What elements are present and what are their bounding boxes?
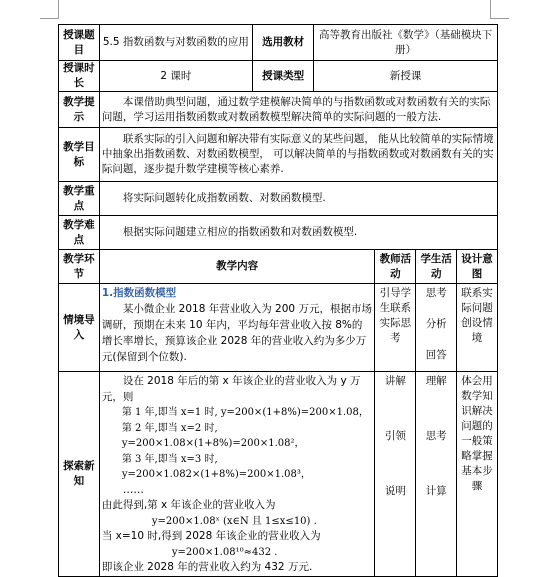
explore-teacher-2: 引领 — [384, 430, 406, 442]
intro-content — [99, 284, 375, 372]
intro-stage: 情境导入 — [59, 284, 100, 372]
label-key: 教学重点 — [59, 182, 100, 216]
row-difficulty — [59, 216, 498, 250]
tips-text: 本课借助典型问题，通过数学建模解决简单的与指数函数或对数函数有关的实际问题，学习运用指数函数或对数函数模型解决简单的实际问题的一般方法. — [99, 92, 497, 128]
explore-line-8: 当 x=10 时,得到 2028 年该企业的营业收入为 — [101, 530, 321, 542]
type-value: 新授课 — [314, 61, 498, 92]
label-hours: 授课时长 — [59, 61, 100, 92]
label-goals: 教学目标 — [59, 128, 100, 182]
label-topic: 授课题目 — [59, 25, 100, 61]
row-key — [59, 182, 498, 216]
key-text: 将实际问题转化成指数函数、对数函数模型. — [99, 182, 497, 216]
label-difficulty: 教学难点 — [59, 216, 100, 250]
crop-mark-top-right — [490, 0, 509, 19]
header-stage: 教学环节 — [59, 250, 100, 284]
header-intent: 设计意图 — [457, 250, 498, 284]
difficulty-text: 根据实际问题建立相应的指数函数和对数函数模型. — [99, 216, 497, 250]
intro-student-1: 思考 — [425, 287, 447, 299]
row-explore — [59, 372, 498, 577]
explore-line-6: 由此得到,第 x 年该企业的营业收入为 — [101, 499, 276, 511]
explore-student-1: 理解 — [425, 375, 447, 387]
explore-line-1: 设在 2018 年后的第 x 年该企业的营业收入为 y 万元，则 — [101, 375, 361, 403]
explore-line-3: 第 2 年,即当 x=2 时, y=200×1.08×(1+8%)=200×1.08²， — [121, 422, 305, 449]
lesson-plan-table — [58, 24, 498, 577]
intro-intent: 联系实际问题创设情境 — [457, 284, 498, 372]
header-teacher: 教师活动 — [375, 250, 416, 284]
goals-text: 联系实际的引入问题和解决带有实际意义的某些问题， 能从比较简单的实际情境中抽象出指数函数、对数函数模型， 可以解决简单的与指数函数或对数函数有关的实际问题，逐步提升数学建模等核心素养. — [99, 128, 497, 182]
explore-student — [416, 372, 457, 577]
header-student: 学生活动 — [416, 250, 457, 284]
explore-line-5: …… — [122, 483, 144, 496]
explore-line-4: 第 3 年,即当 x=3 时, y=200×1.082×(1+8%)=200×1.08³， — [121, 453, 311, 480]
explore-line-2: 第 1 年,即当 x=1 时, y=200×(1+8%)=200×1.08， — [121, 407, 369, 418]
explore-student-2: 思考 — [425, 430, 447, 442]
explore-content — [99, 372, 375, 577]
row-intro — [59, 284, 498, 372]
explore-line-7: y=200×1.08ˣ (x∈N 且 1≤x≤10) . — [151, 515, 317, 527]
hours-value: 2 课时 — [99, 61, 252, 92]
crop-mark-top-left — [40, 0, 59, 19]
intro-student-3: 回答 — [425, 349, 447, 361]
label-textbook: 选用教材 — [252, 25, 313, 61]
label-type: 授课类型 — [252, 61, 313, 92]
explore-student-3: 计算 — [425, 485, 447, 497]
intro-student — [416, 284, 457, 372]
explore-teacher — [375, 372, 416, 577]
row-hours — [59, 61, 498, 92]
intro-teacher: 引导学生联系实际思考 — [375, 284, 416, 372]
explore-teacher-3: 说明 — [384, 485, 406, 497]
topic-value: 5.5 指数函数与对数函数的应用 — [99, 25, 252, 61]
row-topic — [59, 25, 498, 61]
row-goals — [59, 128, 498, 182]
row-header — [59, 250, 498, 284]
header-content: 教学内容 — [99, 250, 375, 284]
explore-line-9: y=200×1.08¹⁰≈432 . — [171, 546, 278, 558]
intro-student-2: 分析 — [425, 318, 447, 330]
intro-title: 1.指数函数模型 — [101, 287, 177, 299]
intro-text: 某小微企业 2018 年营业收入为 200 万元，根据市场调研，预期在未来 10 年内，平均每年营业收入按 8%的增长率增长，预算该企业 2028 年的营业收入约为多少万元(保留到个位数). — [101, 303, 372, 363]
explore-line-10: 即该企业 2028 年的营业收入约为 432 万元. — [101, 561, 313, 573]
row-tips — [59, 92, 498, 128]
explore-teacher-1: 讲解 — [384, 375, 406, 387]
explore-intent: 体会用数学知识解决问题的一般策略掌握基本步骤 — [457, 372, 498, 577]
explore-stage: 探索新知 — [59, 372, 100, 577]
textbook-value: 高等教育出版社《数学》（基础模块下册） — [314, 25, 498, 61]
label-tips: 教学提示 — [59, 92, 100, 128]
